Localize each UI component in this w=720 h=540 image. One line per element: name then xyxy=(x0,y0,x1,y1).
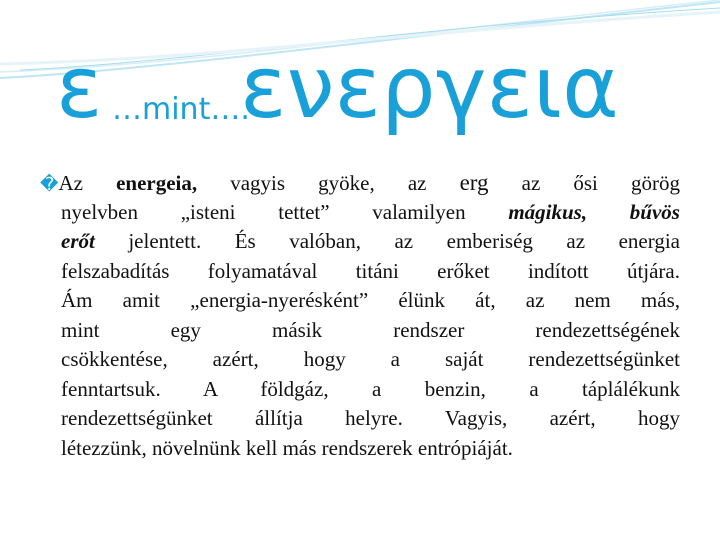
text-run: vagyis gyöke, az xyxy=(197,171,460,195)
title-mint: …mint…. xyxy=(112,92,250,127)
title-epsilon: ε xyxy=(56,38,103,138)
paragraph-line xyxy=(40,227,680,257)
paragraph-line xyxy=(40,198,680,228)
title-greek-word: ενεργεια xyxy=(240,38,619,138)
paragraph-line: Ám amit „energia-nyerésként” élünk át, az nem más, xyxy=(61,288,680,312)
bold-italic-magikus: mágikus, bűvös xyxy=(508,199,680,224)
paragraph-line: fenntartsuk. A földgáz, a benzin, a táplálékunk xyxy=(61,376,680,401)
bold-italic-erot: erőt xyxy=(61,229,95,253)
text-run: Az xyxy=(58,171,117,195)
body-paragraph xyxy=(40,168,680,463)
paragraph-line: rendezettségünket állítja helyre. Vagyis, azért, hogy xyxy=(61,406,680,430)
paragraph-line: létezzünk, növelnünk kell más rendszerek entrópiáját. xyxy=(61,435,513,460)
paragraph-line: mint egy másik rendszer rendezettségének xyxy=(61,317,680,342)
bullet-icon: � xyxy=(40,174,59,195)
text-run: jelentett. És valóban, az emberiség az energia xyxy=(94,229,680,253)
bold-term-energeia: energeia, xyxy=(116,171,198,195)
slide-title xyxy=(56,28,696,148)
term-erg: erg xyxy=(459,170,489,195)
text-run: nyelvben „isteni tettet” valamilyen xyxy=(61,199,509,224)
paragraph-line: csökkentése, azért, hogy a saját rendezettségünket xyxy=(61,347,680,371)
paragraph-line xyxy=(40,168,680,198)
paragraph-line: felszabadítás folyamatával titáni erőket indított útjára. xyxy=(61,258,680,283)
text-run: az ősi görög xyxy=(488,171,680,195)
